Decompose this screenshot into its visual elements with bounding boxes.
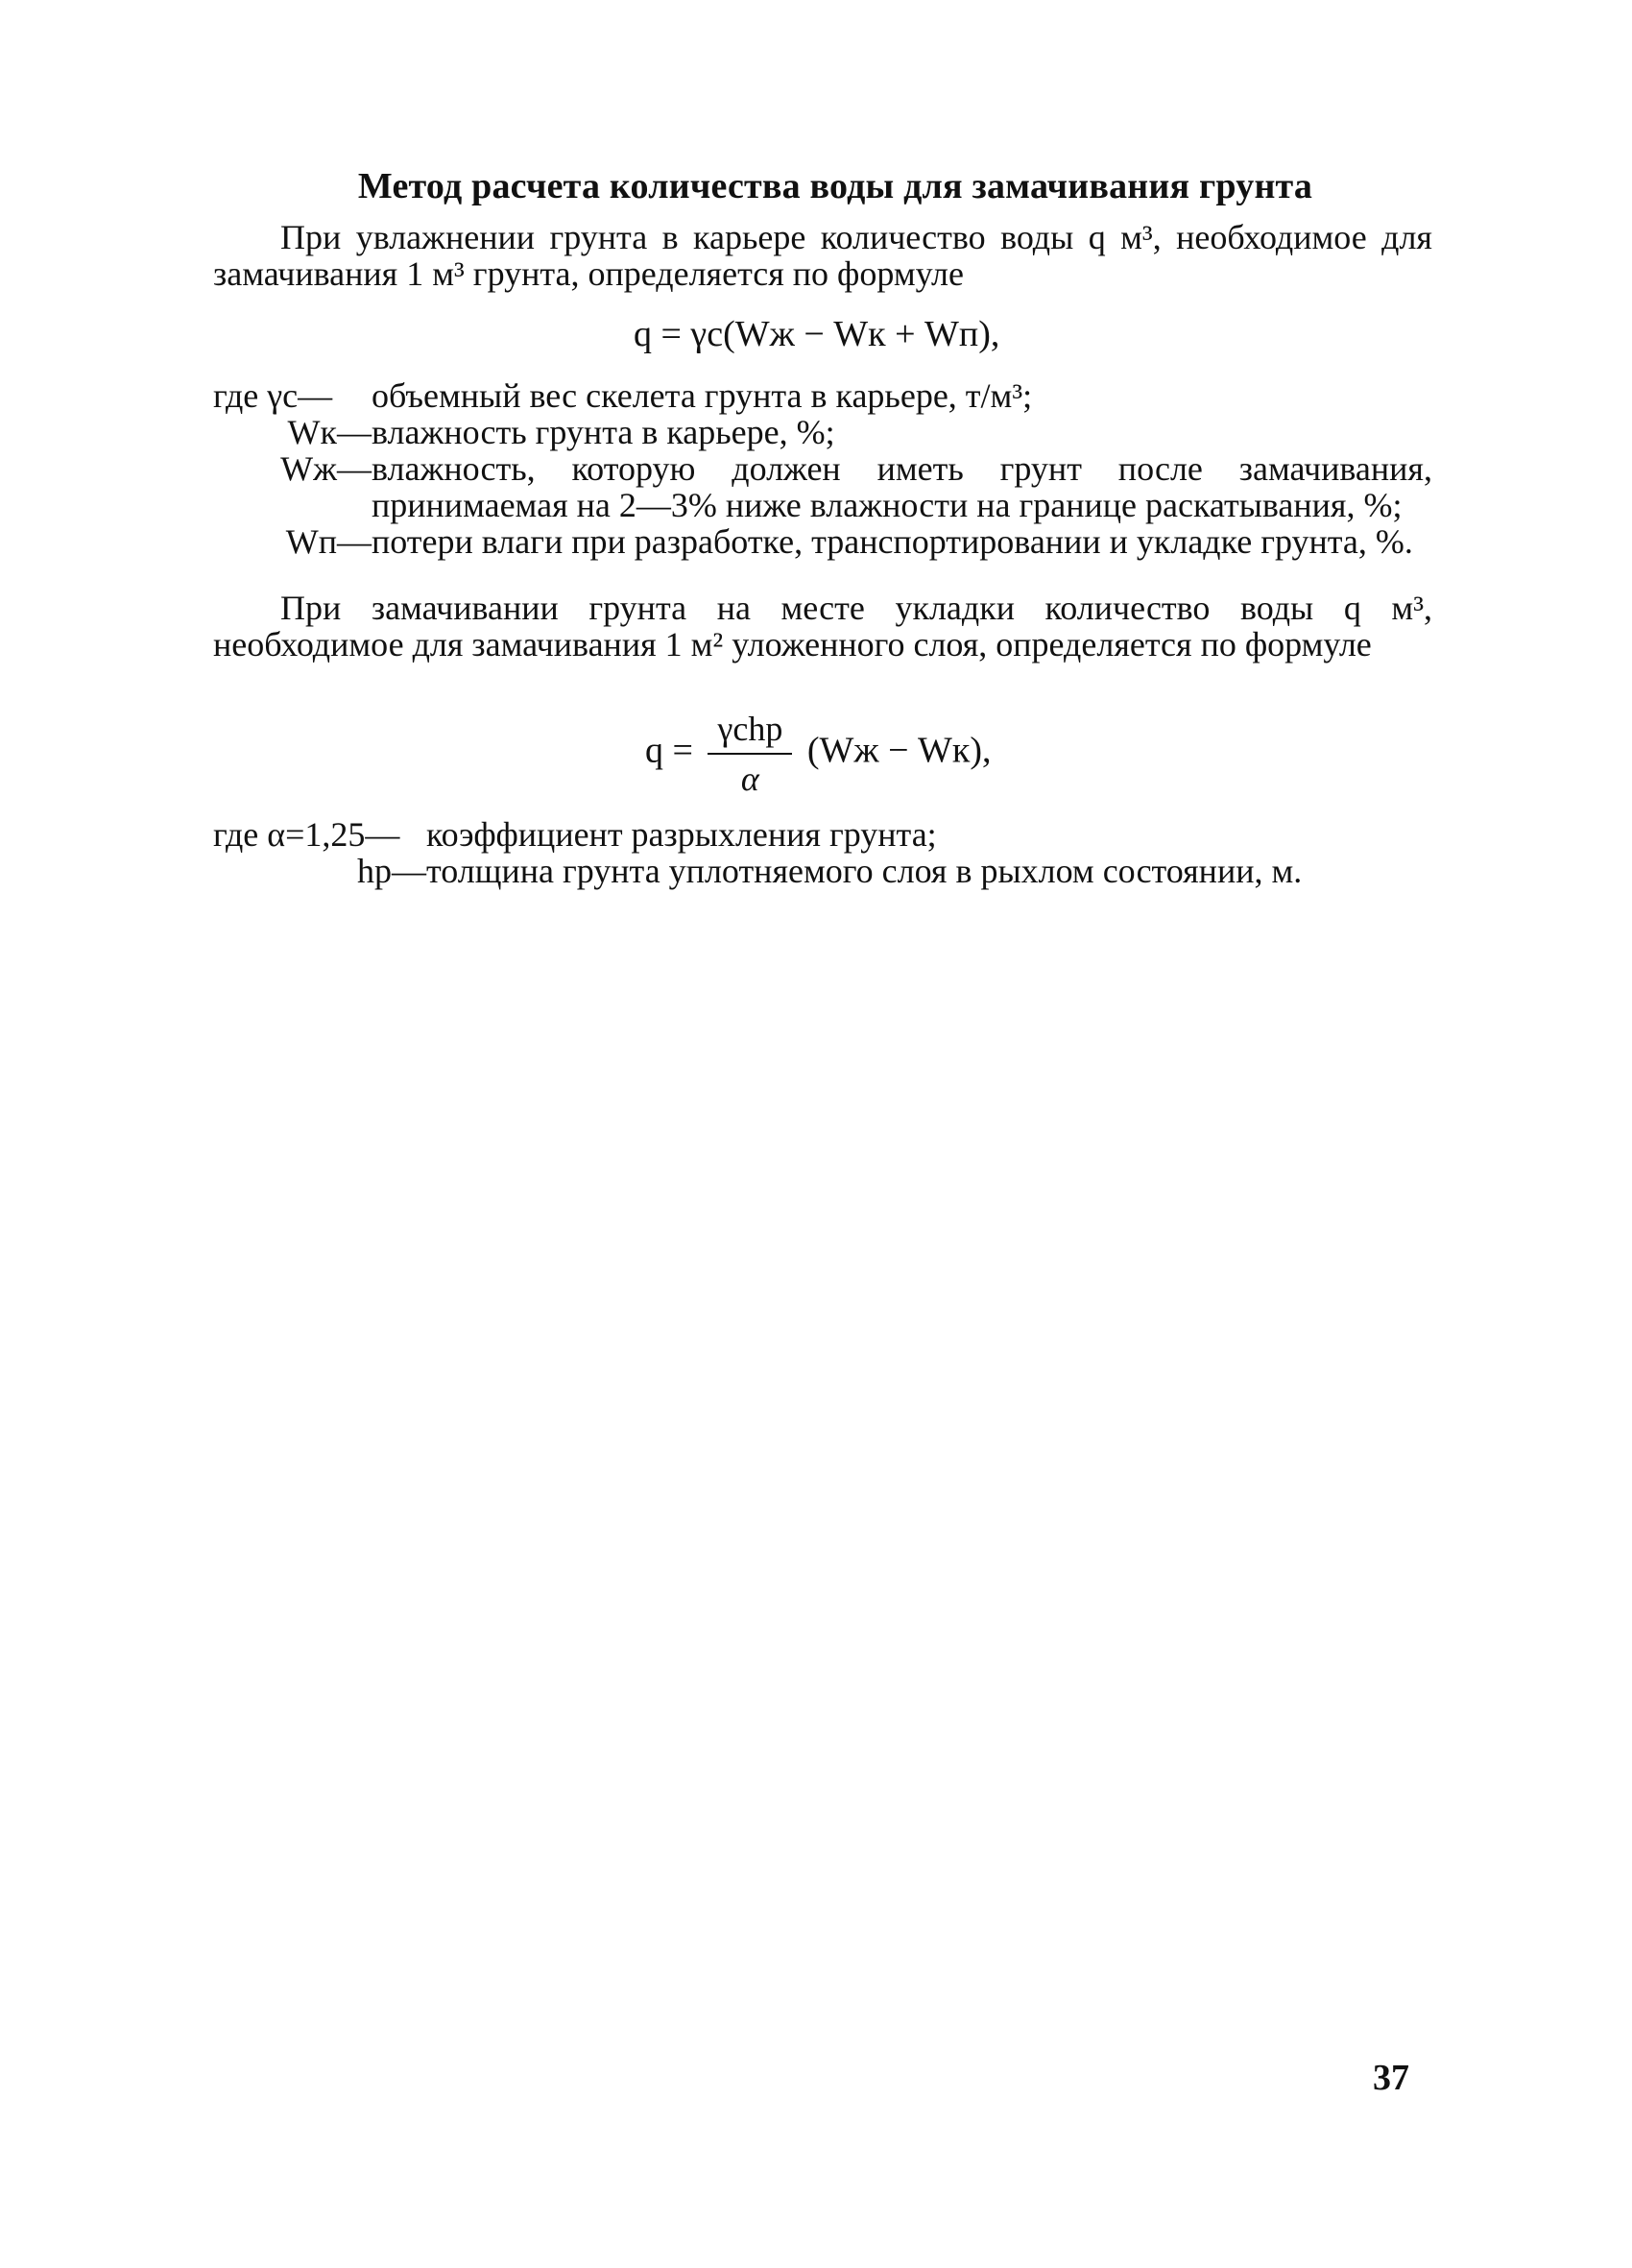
section-heading: Метод расчета количества воды для замачивания грунта	[357, 166, 1313, 206]
definition-row	[213, 523, 1432, 560]
definition-row	[213, 450, 1432, 523]
definition-symbol: hр—	[357, 852, 426, 890]
definition-symbol: Wк—	[287, 413, 372, 451]
definitions-1	[213, 377, 1432, 560]
page-number: 37	[1373, 2058, 1409, 2098]
definition-symbol: Wж—	[280, 449, 372, 488]
paragraph-2-text: При замачивании грунта на месте укладки количество воды q м³, необходимое для замачивания 1 м² уложенного слоя, определяется по формуле	[213, 589, 1432, 664]
definition-text: толщина грунта уплотняемого слоя в рыхлом состоянии, м.	[426, 852, 1303, 890]
definition-row	[213, 816, 1432, 853]
definition-symbol: Wп—	[285, 522, 372, 561]
formula-2-rhs: (Wж − Wк),	[806, 730, 992, 771]
definition-text: коэффициент разрыхления грунта;	[426, 815, 937, 854]
definition-symbol: где α=1,25—	[213, 815, 400, 854]
definition-row	[213, 377, 1432, 414]
definition-row	[213, 853, 1432, 889]
fraction-denominator: α	[740, 760, 759, 798]
definitions-2	[213, 816, 1432, 889]
formula-2-lhs: q =	[645, 730, 693, 771]
formula-2-fraction	[708, 709, 792, 799]
formula-1: q = γc(Wж − Wк + Wп),	[634, 314, 1000, 354]
definition-row	[213, 414, 1432, 450]
definition-text: потери влаги при разработке, транспортировании и укладке грунта, %.	[372, 522, 1413, 561]
paragraph-2	[213, 590, 1432, 663]
formula-2	[645, 709, 992, 799]
definition-symbol: где γc—	[213, 376, 333, 415]
definition-text: влажность, которую должен иметь грунт после замачивания, принимаемая на 2—3% ниже влажности на границе раскатывания, %;	[372, 449, 1432, 524]
definition-text: влажность грунта в карьере, %;	[372, 413, 835, 451]
fraction-numerator: γchр	[708, 709, 792, 755]
paragraph-1	[213, 219, 1432, 292]
definition-text: объемный вес скелета грунта в карьере, т/м³;	[372, 376, 1033, 415]
paragraph-1-text: При увлажнении грунта в карьере количество воды q м³, необходимое для замачивания 1 м³ грунта, определяется по формуле	[213, 218, 1432, 293]
